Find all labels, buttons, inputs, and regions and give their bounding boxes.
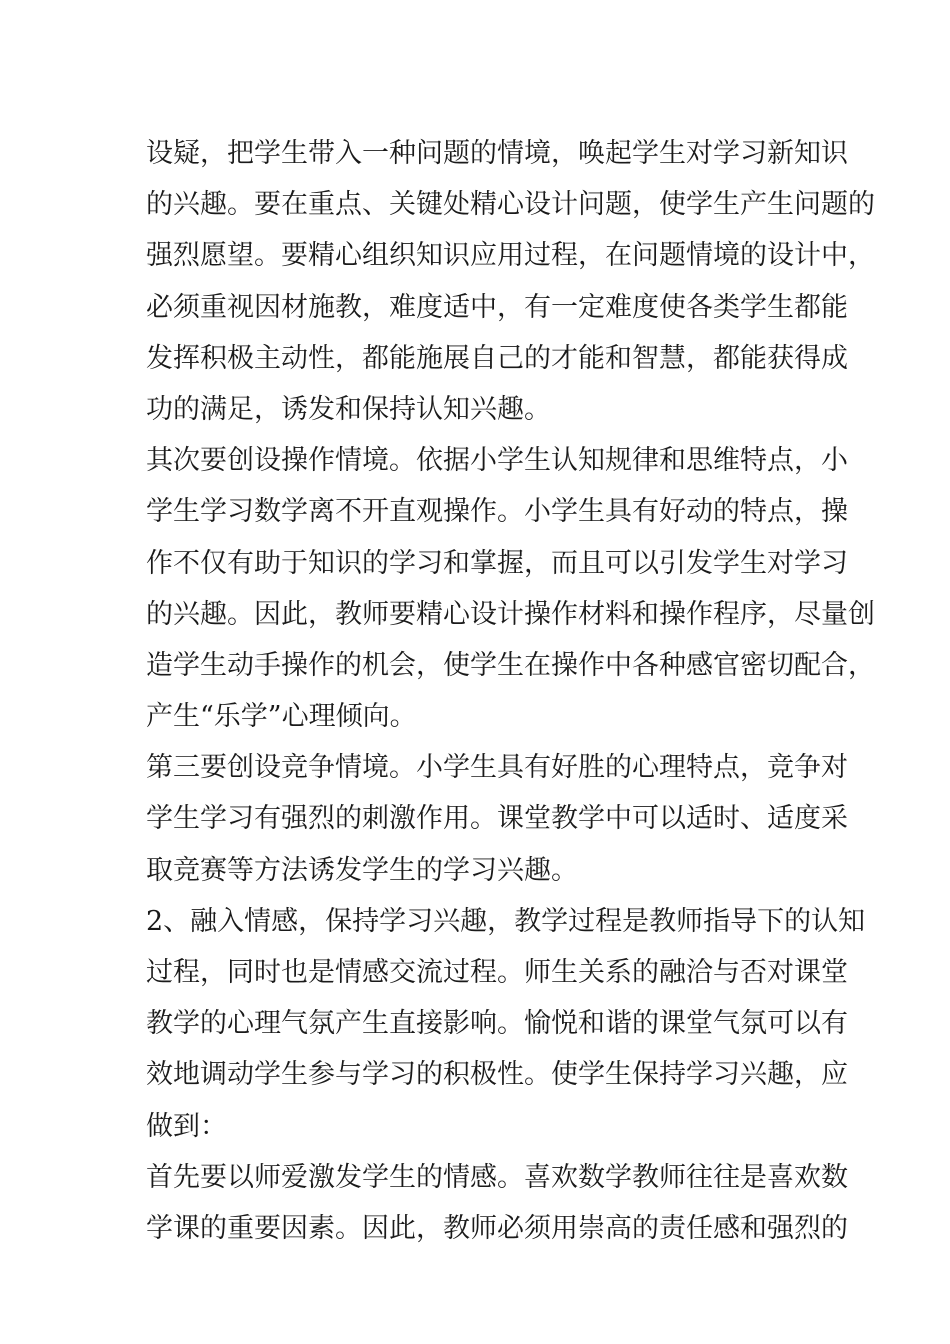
text-line: 学课的重要因素。因此，教师必须用崇高的责任感和强烈的 [146,1212,848,1244]
text-line: 效地调动学生参与学习的积极性。使学生保持学习兴趣，应 [146,1059,848,1091]
text-line: 设疑，把学生带入一种问题的情境，唤起学生对学习新知识 [146,138,848,169]
text-line: 必须重视因材施教，难度适中，有一定难度使各类学生都能 [146,291,848,323]
text-line: 首先要以师爱激发学生的情感。喜欢数学教师往往是喜欢数 [146,1161,848,1193]
text-line: 作不仅有助于知识的学习和掌握，而且可以引发学生对学习 [146,547,848,579]
text-line: 第三要创设竞争情境。小学生具有好胜的心理特点，竞争对 [146,752,848,784]
text-line: 功的满足，诱发和保持认知兴趣。 [146,393,551,425]
text-line: 强烈愿望。要精心组织知识应用过程，在问题情境的设计中， [146,240,875,272]
text-line: 的兴趣。因此，教师要精心设计操作材料和操作程序，尽量创 [146,598,875,630]
body-text [146,128,875,1254]
text-line: 做到： [146,1110,227,1142]
text-line: 学生学习有强烈的刺激作用。课堂教学中可以适时、适度采 [146,803,848,835]
text-line: 产生“乐学”心理倾向。 [146,701,417,733]
text-line: 取竞赛等方法诱发学生的学习兴趣。 [146,854,578,886]
text-line: 过程，同时也是情感交流过程。师生关系的融洽与否对课堂 [146,957,848,988]
text-line: 造学生动手操作的机会，使学生在操作中各种感官密切配合， [146,649,875,681]
text-line: 其次要创设操作情境。依据小学生认知规律和思维特点，小 [146,445,848,477]
text-line: 的兴趣。要在重点、关键处精心设计问题，使学生产生问题的 [146,189,875,221]
text-line: 发挥积极主动性，都能施展自己的才能和智慧，都能获得成 [146,342,848,374]
text-line: 2、融入情感，保持学习兴趣，教学过程是教师指导下的认知 [146,905,866,937]
text-line: 学生学习数学离不开直观操作。小学生具有好动的特点，操 [146,496,848,528]
text-line: 教学的心理气氛产生直接影响。愉悦和谐的课堂气氛可以有 [146,1008,848,1040]
